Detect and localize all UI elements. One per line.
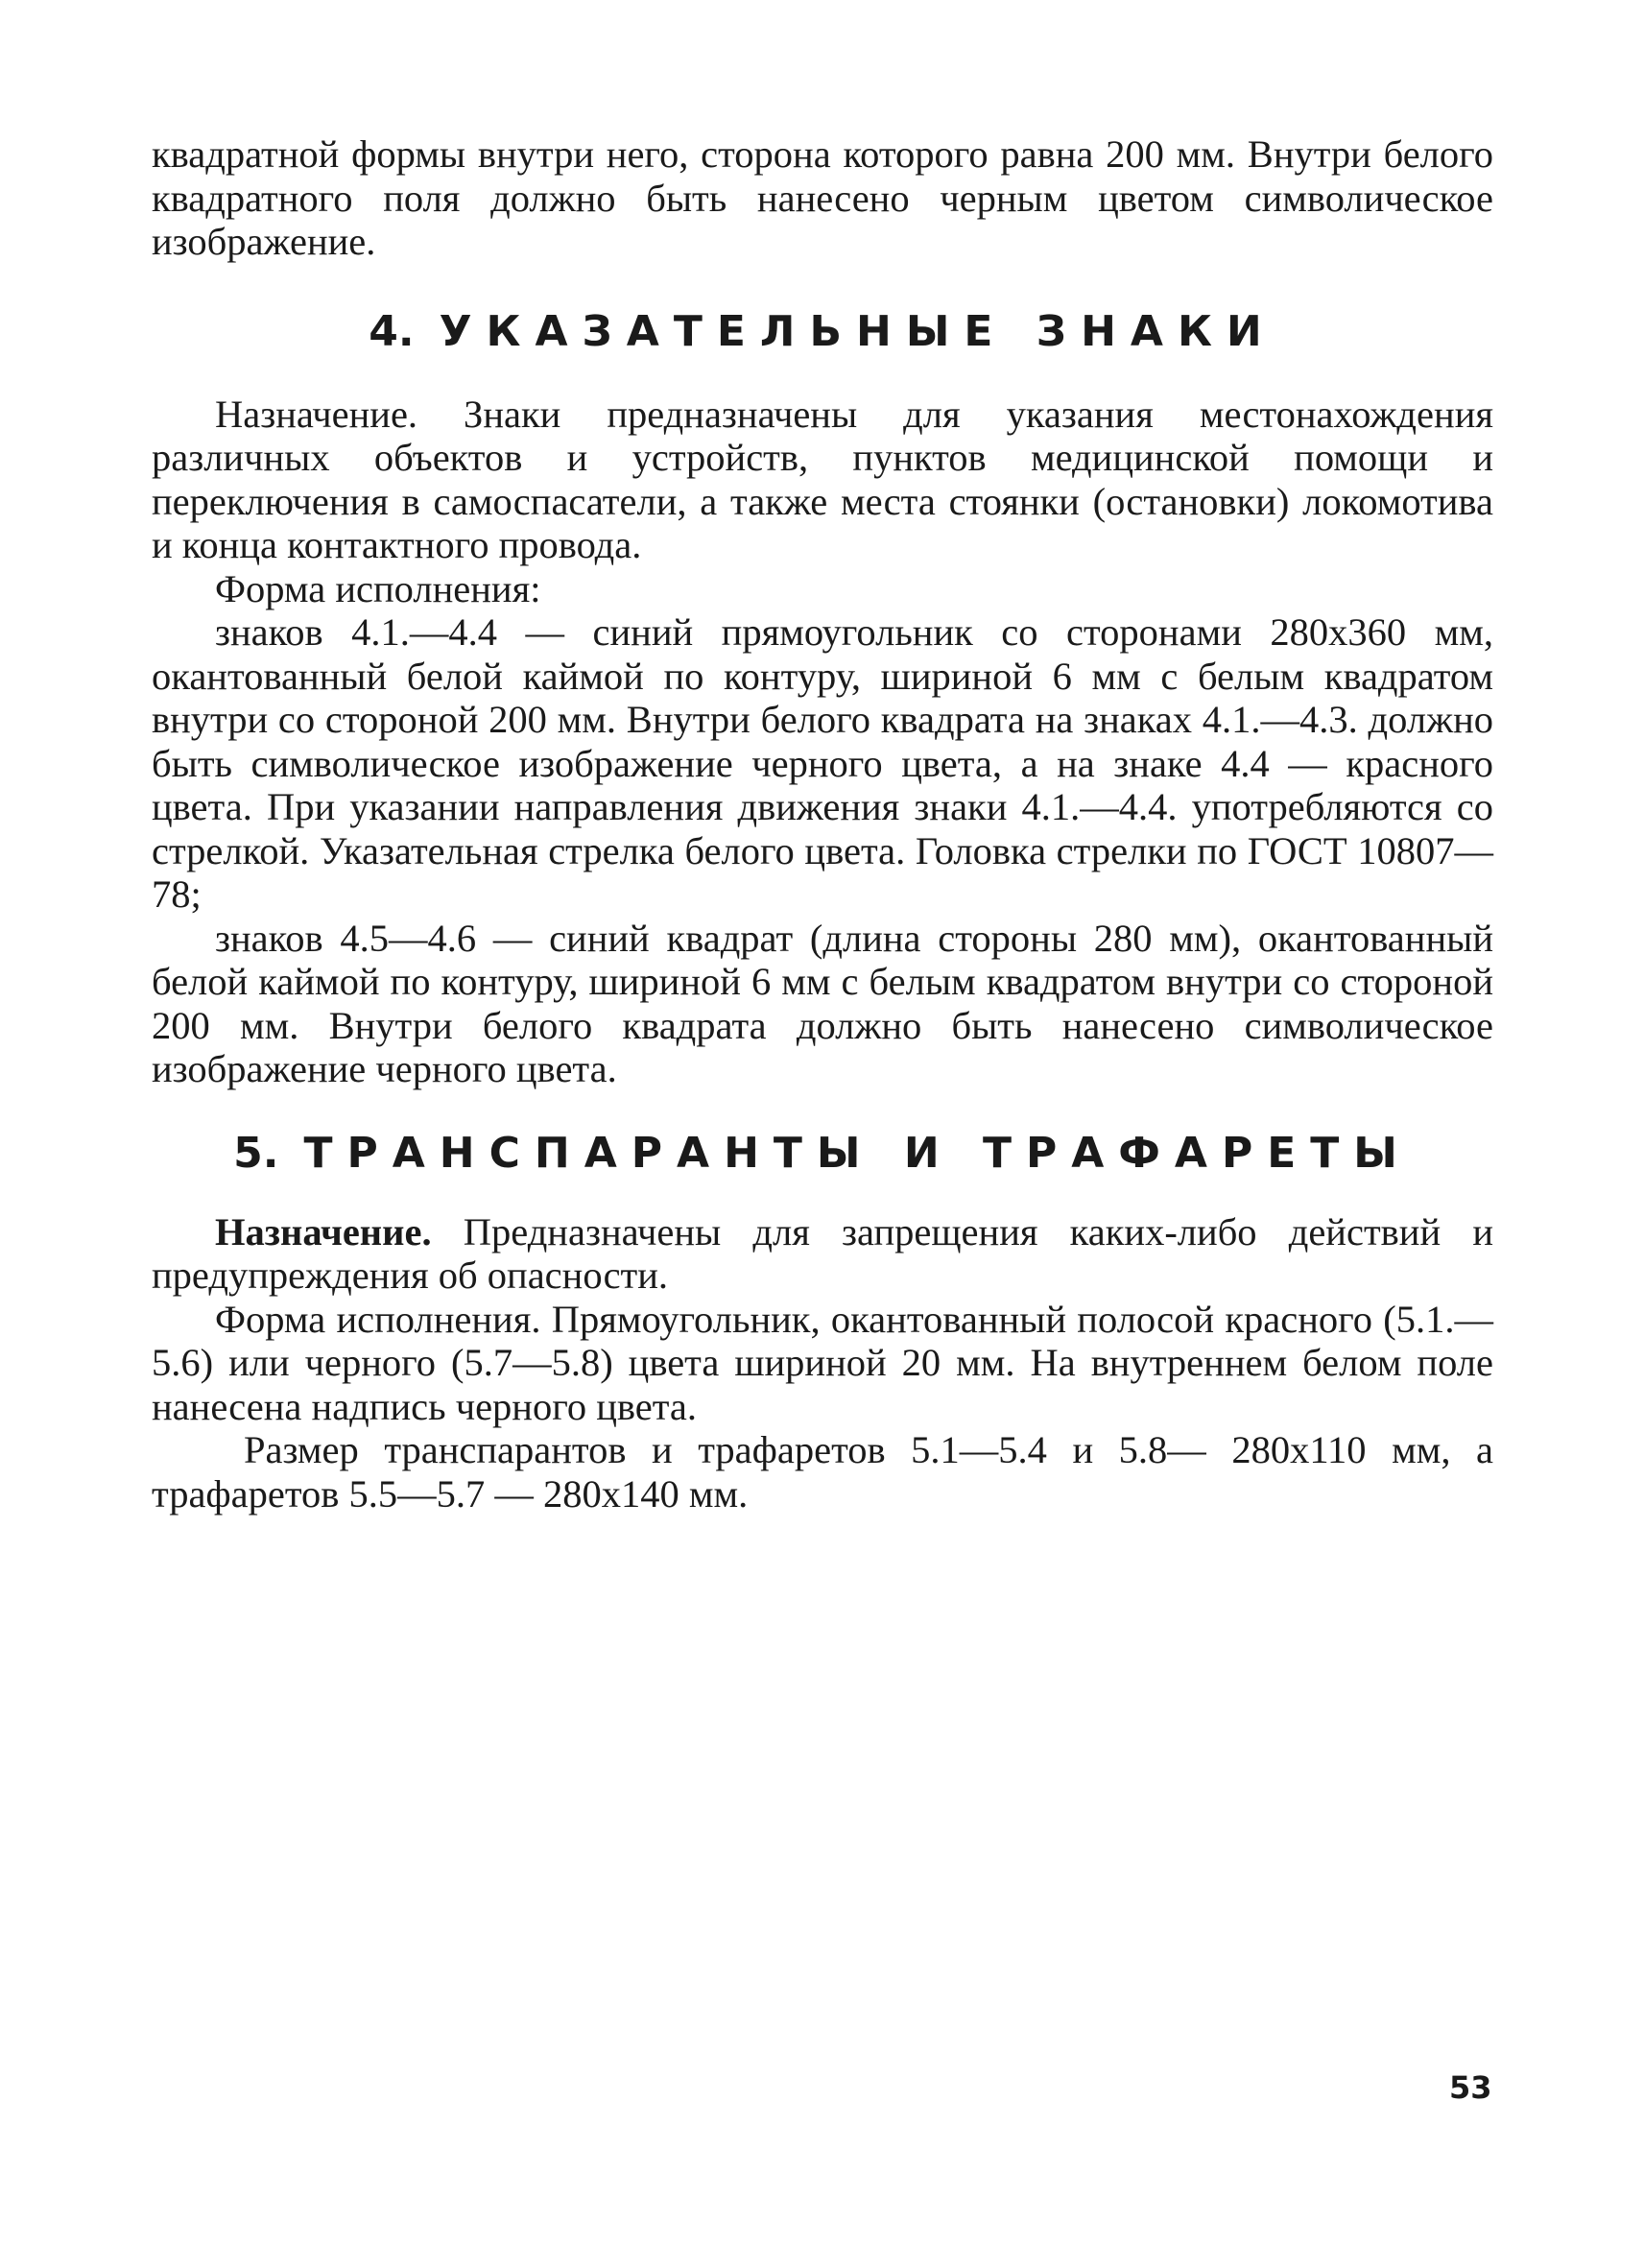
section-5-form: Форма исполнения. Прямоугольник, окантованный полосой красного (5.1.—5.6) или черного (5.7—5.8) цвета шириной 20 мм. На внутреннем белом поле нанесена надпись черного цвета. <box>152 1297 1493 1428</box>
section-4-purpose: Назначение. Знаки предназначены для указания местонахождения различных объектов и устройств, пунктов медицинской помощи и переключения в самоспасатели, а также места стоянки (остановки) локомотива и конца контактного провода. <box>152 392 1493 566</box>
section-5-purpose-text: Предназначены для запрещения каких-либо действий и предупреждения об опасности. <box>152 1209 1493 1297</box>
document-page <box>152 132 1493 1516</box>
section-4-item-1: знаков 4.1.—4.4 — синий прямоугольник со сторонами 280x360 мм, окантованный белой каймой по контуру, шириной 6 мм с белым квадратом внутри со стороной 200 мм. Внутри белого квадрата на знаках 4.1.—4.3. должно быть символическое изображение черного цвета, а на знаке 4.4 — красного цвета. При указании направления движения знаки 4.1.—4.4. употребляются со стрелкой. Указательная стрелка белого цвета. Головка стрелки по ГОСТ 10807—78; <box>152 610 1493 916</box>
section-4-item-2: знаков 4.5—4.6 — синий квадрат (длина стороны 280 мм), окантованный белой каймой по контуру, шириной 6 мм с белым квадратом внутри со стороной 200 мм. Внутри белого квадрата должно быть нанесено символическое изображение черного цвета. <box>152 916 1493 1090</box>
section-5-size: Размер транспарантов и трафаретов 5.1—5.4 и 5.8— 280x110 мм, а трафаретов 5.5—5.7 — 280x140 мм. <box>152 1428 1493 1516</box>
section-4-title: УКАЗАТЕЛЬНЫЕ ЗНАКИ <box>439 306 1276 356</box>
page-number: 53 <box>1449 2069 1492 2106</box>
section-4-form-label: Форма исполнения: <box>215 566 541 610</box>
section-5-purpose <box>152 1210 1493 1298</box>
section-5-heading <box>152 1130 1493 1178</box>
section-5-number: 5. <box>233 1128 279 1178</box>
section-4-heading <box>152 308 1493 356</box>
section-5-purpose-label: Назначение. <box>215 1209 432 1253</box>
section-5-title: ТРАНСПАРАНТЫ И ТРАФАРЕТЫ <box>303 1128 1412 1178</box>
section-4-number: 4. <box>369 306 415 356</box>
intro-paragraph: квадратной формы внутри него, сторона которого равна 200 мм. Внутри белого квадратного поля должно быть нанесено черным цветом символическое изображение. <box>152 132 1493 263</box>
